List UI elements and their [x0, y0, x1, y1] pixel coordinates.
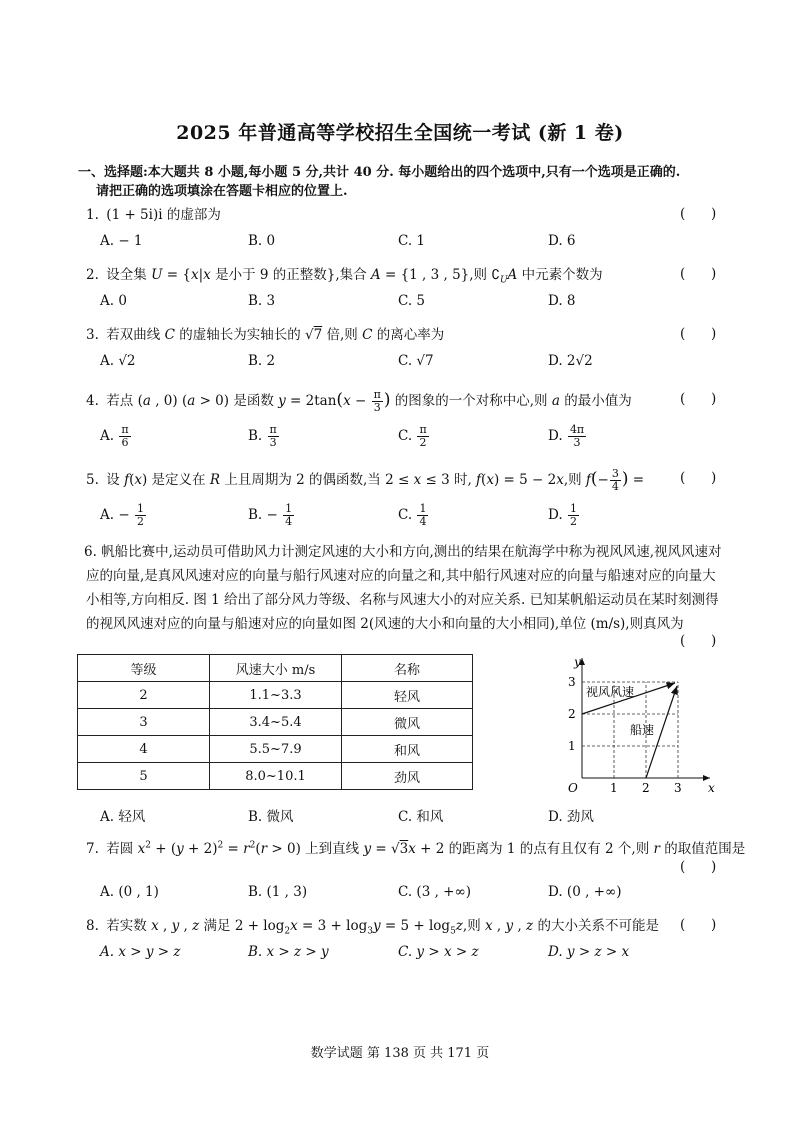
y-tick-label: 3	[568, 675, 576, 689]
table-cell: 5.5~7.9	[210, 736, 342, 763]
table-header: 等级	[78, 655, 210, 682]
q4-option-d: D. $\frac{4\pi}{3}$	[548, 423, 585, 449]
answer-paren-8: ( )	[680, 917, 717, 933]
table-header: 名称	[342, 655, 473, 682]
q1-option-b: B. 0	[248, 233, 276, 249]
table-cell: 劲风	[342, 763, 473, 790]
question-4: 4. 若点 (a , 0) (a > 0) 是函数 y = 2tan(x − $\frac{\pi}{3}$ ) 的图象的一个对称中心,则 a 的最小值为	[86, 388, 632, 414]
answer-paren-3: ( )	[680, 326, 717, 342]
y-tick-label: 2	[568, 707, 576, 721]
x-tick-label: 3	[674, 781, 682, 795]
section-line-2: 请把正确的选项填涂在答题卡相应的位置上.	[96, 184, 348, 199]
page-footer: 数学试题 第 138 页 共 171 页	[310, 1046, 490, 1061]
answer-paren-7: ( )	[680, 859, 717, 875]
q1-option-a: A. − 1	[100, 233, 143, 249]
q5-option-b: B. − $\frac{1}{4}$	[248, 502, 293, 528]
question-8-stem: 若实数 x , y , z 满足 $2 + \log_2x = 3 + \log_3y = 5 + \log_5z$,则 x , y , z 的大小关系不可能是	[106, 918, 659, 937]
question-4-stem: 若点 (a , 0) (a > 0) 是函数 y = 2tan(x − $\frac{\pi}{3}$ ) 的图象的一个对称中心,则 a 的最小值为	[106, 388, 632, 414]
y-axis-label: y	[574, 655, 581, 669]
q3-option-d: D. 2√2	[548, 353, 593, 369]
vector-figure	[558, 652, 718, 797]
question-3: 3. 若双曲线 C 的虚轴长为实轴长的 √7 倍,则 C 的离心率为	[86, 327, 445, 343]
q7-option-b: B. (1 , 3)	[248, 884, 308, 900]
question-1: 1. (1 + 5i)i 的虚部为	[86, 207, 221, 223]
q6-option-a: A. 轻风	[100, 809, 146, 825]
q8-option-b: B. x > z > y	[248, 944, 329, 960]
q2-option-d: D. 8	[548, 293, 576, 309]
table-cell: 5	[78, 763, 210, 790]
table-row	[78, 736, 473, 763]
q5-option-d: D. $\frac{1}{2}$	[548, 502, 577, 528]
table-cell: 轻风	[342, 682, 473, 709]
answer-paren-4: ( )	[680, 391, 717, 407]
table-header-row	[78, 655, 473, 682]
q4-option-a: A. $\frac{\pi}{6}$	[100, 423, 129, 449]
table-row	[78, 763, 473, 790]
q2-option-b: B. 3	[248, 293, 276, 309]
table-cell: 3.4~5.4	[210, 709, 342, 736]
answer-paren-6: ( )	[680, 633, 717, 649]
question-2: 2. 设全集 U = {x|x 是小于 9 的正整数},集合 A = {1 , 3 , 5},则 $∁_UA$ 中元素个数为	[86, 267, 603, 286]
q8-option-a: A. x > y > z	[100, 944, 181, 960]
q1-option-d: D. 6	[548, 233, 576, 249]
apparent-wind-label: 视风风速	[586, 685, 635, 699]
question-3-stem: 若双曲线 C 的虚轴长为实轴长的 √7 倍,则 C 的离心率为	[106, 327, 445, 343]
q7-option-d: D. (0 , +∞)	[548, 884, 622, 900]
q3-option-a: A. √2	[100, 353, 136, 369]
question-2-stem: 设全集 U = {x|x 是小于 9 的正整数},集合 A = {1 , 3 , 5},则 $∁_UA$ 中元素个数为	[106, 267, 603, 286]
section-instructions	[78, 163, 728, 201]
table-cell: 8.0~10.1	[210, 763, 342, 790]
q7-option-a: A. (0 , 1)	[100, 884, 159, 900]
question-5: 5. 设 f(x) 是定义在 R 上且周期为 2 的偶函数,当 2 ≤ x ≤ 3 时, f(x) = 5 − 2x,则 f(− $\frac{3}{4}$ ) =	[86, 467, 645, 493]
table-cell: 3	[78, 709, 210, 736]
table-cell: 微风	[342, 709, 473, 736]
q3-option-c: C. √7	[398, 353, 434, 369]
q3-option-b: B. 2	[248, 353, 276, 369]
q4-option-b: B. $\frac{\pi}{3}$	[248, 423, 277, 449]
q6-option-d: D. 劲风	[548, 809, 594, 825]
question-7-stem: 若圆 $x^2 + (y + 2)^2 = r^2(r > 0)$ 上到直线 y = √3x + 2 的距离为 1 的点有且仅有 2 个,则 r 的取值范围是	[106, 840, 746, 857]
table-header: 风速大小 m/s	[210, 655, 342, 682]
answer-paren-5: ( )	[680, 470, 717, 486]
q1-option-c: C. 1	[398, 233, 426, 249]
question-7: 7. 若圆 $x^2 + (y + 2)^2 = r^2(r > 0)$ 上到直线 y = √3x + 2 的距离为 1 的点有且仅有 2 个,则 r 的取值范围是	[86, 840, 746, 857]
q2-option-a: A. 0	[100, 293, 127, 309]
boat-speed-label: 船速	[630, 723, 655, 737]
origin-label: O	[568, 781, 578, 795]
question-1-stem: (1 + 5i)i 的虚部为	[106, 207, 221, 223]
answer-paren-1: ( )	[680, 206, 717, 222]
q2-option-c: C. 5	[398, 293, 426, 309]
q8-option-d: D. y > z > x	[548, 944, 630, 960]
answer-paren-2: ( )	[680, 266, 717, 282]
q7-option-c: C. (3 , +∞)	[398, 884, 471, 900]
question-8: 8. 若实数 x , y , z 满足 $2 + \log_2x = 3 + \log_3y = 5 + \log_5z$,则 x , y , z 的大小关系不可能是	[86, 918, 659, 937]
x-axis-label: x	[708, 781, 715, 795]
q6-option-c: C. 和风	[398, 809, 444, 825]
x-tick-label: 1	[610, 781, 618, 795]
question-5-stem: 设 f(x) 是定义在 R 上且周期为 2 的偶函数,当 2 ≤ x ≤ 3 时, f(x) = 5 − 2x,则 f(− $\frac{3}{4}$ ) =	[106, 467, 645, 493]
q5-option-a: A. − $\frac{1}{2}$	[100, 502, 144, 528]
table-row	[78, 682, 473, 709]
q4-option-c: C. $\frac{\pi}{2}$	[398, 423, 427, 449]
y-tick-label: 1	[568, 739, 576, 753]
table-cell: 和风	[342, 736, 473, 763]
wind-table	[77, 654, 473, 790]
exam-title: 2025 年普通高等学校招生全国统一考试 (新 1 卷)	[176, 122, 624, 144]
table-cell: 4	[78, 736, 210, 763]
q5-option-c: C. $\frac{1}{4}$	[398, 502, 427, 528]
table-row	[78, 709, 473, 736]
question-6: 6. 帆船比赛中,运动员可借助风力计测定风速的大小和方向,测出的结果在航海学中称为视风风速,视风风速对应的向量,是真风风速对应的向量与船行风速对应的向量之和,其中船行风速对应的向量与船速对应的向量大小相等,方向相反. 图 1 给出了部分风力等级、名称与风速大小的对应关系. 已知某帆船运动员在某时刻测得的视风风速对应的向量与船速对应的向量如图 2(风速的大小和向量的大小相同),单位 (m/s),则真风为	[84, 544, 722, 632]
q6-option-b: B. 微风	[248, 809, 294, 825]
question-6-stem: 帆船比赛中,运动员可借助风力计测定风速的大小和方向,测出的结果在航海学中称为视风风速,视风风速对应的向量,是真风风速对应的向量与船行风速对应的向量之和,其中船行风速对应的向量与船速对应的向量大小相等,方向相反. 图 1 给出了部分风力等级、名称与风速大小的对应关系. 已知某帆船运动员在某时刻测得的视风风速对应的向量与船速对应的向量如图 2(风速的大小和向量的大小相同),单位 (m/s),则真风为	[86, 544, 722, 632]
table-cell: 1.1~3.3	[210, 682, 342, 709]
section-line-1: 一、选择题:本大题共 8 小题,每小题 5 分,共计 40 分. 每小题给出的四个选项中,只有一个选项是正确的.	[78, 165, 681, 180]
q8-option-c: C. y > x > z	[398, 944, 479, 960]
table-cell: 2	[78, 682, 210, 709]
x-tick-label: 2	[642, 781, 650, 795]
